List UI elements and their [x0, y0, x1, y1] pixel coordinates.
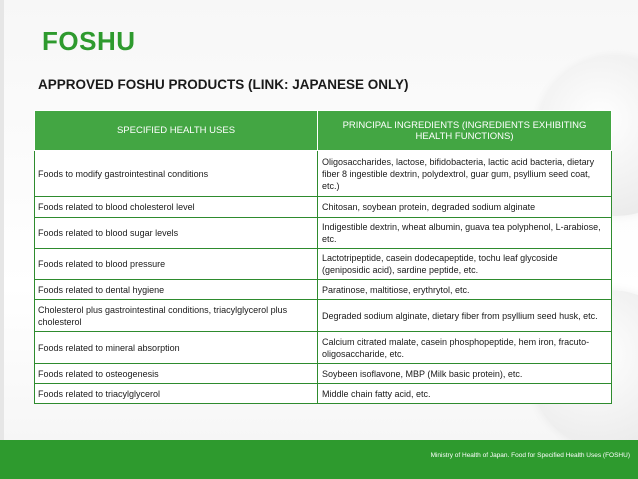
slide-title: FOSHU	[42, 26, 136, 56]
footer-citation: Ministry of Health of Japan. Food for Specified Health Uses (FOSHU)	[430, 452, 630, 459]
header-principal-ingredients: PRINCIPAL INGREDIENTS (INGREDIENTS EXHIBITING HEALTH FUNCTIONS)	[318, 111, 612, 151]
slide-subtitle: APPROVED FOSHU PRODUCTS (LINK: JAPANESE ONLY)	[38, 77, 409, 92]
health-use-cell: Foods to modify gastrointestinal conditions	[35, 151, 318, 197]
ingredients-cell: Lactotripeptide, casein dodecapeptide, tochu leaf glycoside (geniposidic acid), sardine peptide, etc.	[318, 249, 612, 280]
ingredients-cell: Indigestible dextrin, wheat albumin, guava tea polyphenol, L-arabiose, etc.	[318, 218, 612, 249]
header-specified-health-uses: SPECIFIED HEALTH USES	[35, 111, 318, 151]
table-row	[35, 364, 612, 384]
health-use-cell: Foods related to blood pressure	[35, 249, 318, 280]
ingredients-cell: Calcium citrated malate, casein phosphopeptide, hem iron, fracuto-oligosaccharide, etc.	[318, 332, 612, 364]
ingredients-cell: Oligosaccharides, lactose, bifidobacteria, lactic acid bacteria, dietary fiber 8 ingestible dextrin, polydextrol, guar gum, psyllium seed coat, etc.)	[318, 151, 612, 197]
foshu-table	[34, 110, 612, 404]
ingredients-cell: Soybeen isoflavone, MBP (Milk basic protein), etc.	[318, 364, 612, 384]
health-use-cell: Foods related to triacylglycerol	[35, 384, 318, 404]
ingredients-cell: Degraded sodium alginate, dietary fiber from psyllium seed husk, etc.	[318, 300, 612, 332]
table-row	[35, 384, 612, 404]
health-use-cell: Foods related to blood cholesterol level	[35, 197, 318, 218]
health-use-cell: Cholesterol plus gastrointestinal conditions, triacylglycerol plus cholesterol	[35, 300, 318, 332]
table-row	[35, 151, 612, 197]
ingredients-cell: Middle chain fatty acid, etc.	[318, 384, 612, 404]
footer-bar	[0, 440, 638, 479]
ingredients-cell: Paratinose, maltitiose, erythrytol, etc.	[318, 280, 612, 300]
health-use-cell: Foods related to mineral absorption	[35, 332, 318, 364]
table-row	[35, 197, 612, 218]
table-row	[35, 332, 612, 364]
health-use-cell: Foods related to blood sugar levels	[35, 218, 318, 249]
left-edge-stripe	[0, 0, 4, 479]
health-use-cell: Foods related to osteogenesis	[35, 364, 318, 384]
table-header-row	[35, 111, 612, 151]
table-row	[35, 280, 612, 300]
table-row	[35, 218, 612, 249]
ingredients-cell: Chitosan, soybean protein, degraded sodium alginate	[318, 197, 612, 218]
health-use-cell: Foods related to dental hygiene	[35, 280, 318, 300]
table-row	[35, 300, 612, 332]
table-row	[35, 249, 612, 280]
